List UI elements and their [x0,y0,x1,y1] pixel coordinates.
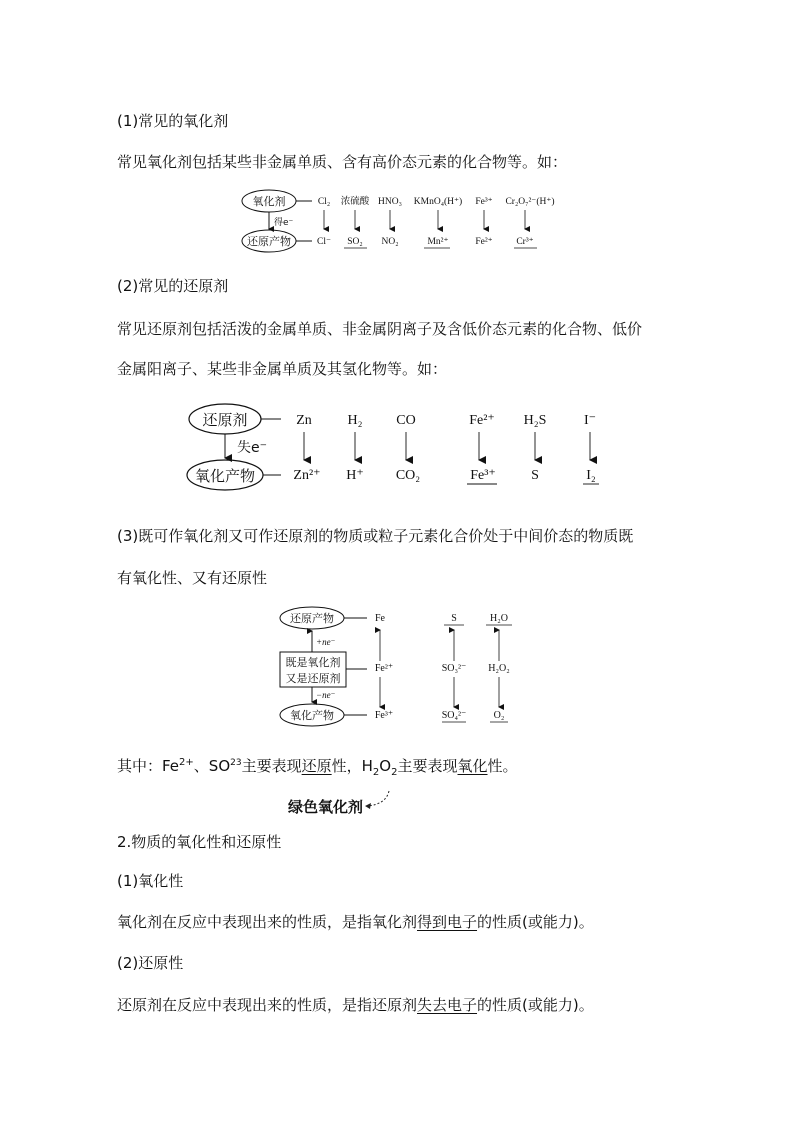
note-end: 性。 [487,757,518,775]
fe-mid: Fe²⁺ [374,663,394,674]
reducing-def-b: 的性质(或能力)。 [477,996,594,1014]
oxidizing-def-underlined: 得到电子 [417,913,478,931]
oxidant-fe3: Fe³⁺ [475,197,493,207]
oxidation-product-label-3: 氧化产物 [290,709,334,722]
h-bot: O₂ [493,710,505,721]
oxidant-diagram [240,188,560,254]
section1-heading: (1)常见的氧化剂 [117,112,229,130]
h-top: H₂O [490,613,508,624]
product-cr3: Cr³⁺ [516,237,534,247]
note-sep: 、SO [193,757,231,775]
product-mn2: Mn²⁺ [427,237,449,247]
product-co2: CO₂ [395,468,421,483]
reducing-heading: (2)还原性 [117,954,184,972]
reductant-h2s: H₂S [523,413,547,428]
gain-ne-label: +ne⁻ [316,637,336,647]
fe-bot: Fe³⁺ [374,710,394,721]
s-top: S [451,613,457,624]
note-mid1: 主要表现 [241,757,302,775]
product-i2: I₂ [586,468,596,483]
note-oxidizing: 氧化 [457,757,488,775]
note-fe-charge: 2+ [179,757,194,768]
oxidizing-def-b: 的性质(或能力)。 [477,913,594,931]
product-s: S [531,468,539,483]
reduction-product-box-label: 还原产物 [247,235,291,248]
h-mid: H₂O₂ [488,663,510,674]
oxidation-product-box-label: 氧化产物 [194,467,256,485]
note-prefix: 其中：Fe [117,757,180,775]
oxidant-cl2: Cl₂ [317,197,331,207]
reducing-definition [117,994,594,1015]
reductant-diagram [185,402,615,494]
reductant-co: CO [396,413,416,428]
s-mid: SO₃²⁻ [441,663,467,674]
note-mid2: 性，H [331,757,373,775]
reductant-fe2: Fe²⁺ [469,413,495,428]
reductant-h2: H₂ [347,413,363,428]
s-bot: SO₄²⁻ [441,710,467,721]
reduction-product-label-3: 还原产物 [290,612,334,625]
oxidant-sulfuric: 浓硫酸 [340,196,370,207]
section3-heading-2: 有氧化性、又有还原性 [117,569,268,587]
reducing-def-a: 还原剂在反应中表现出来的性质，是指还原剂 [117,996,418,1014]
section2-heading: (2)常见的还原剂 [117,277,229,295]
product-so2: SO₂ [347,237,363,247]
note-o: O [379,757,392,775]
oxidizing-def-a: 氧化剂在反应中表现出来的性质，是指氧化剂 [117,913,418,931]
product-no2: NO₂ [381,237,399,247]
oxidizing-heading: (1)氧化性 [117,872,184,890]
dual-role-line1: 既是氧化剂 [285,656,341,669]
green-oxidant-arrow [362,788,394,812]
reductant-box-label: 还原剂 [202,411,248,429]
gain-electron-label: 得e⁻ [274,218,294,228]
product-fe2: Fe²⁺ [475,237,493,247]
reductant-i-minus: I⁻ [583,413,597,428]
oxidant-kmno4: KMnO₄(H⁺) [413,197,463,207]
oxidant-box-label: 氧化剂 [252,195,286,208]
note-so-sub: 3 [235,758,242,768]
green-oxidant-label: 绿色氧化剂 [288,798,364,816]
note-so-charge: 2 [230,758,236,768]
lose-electron-label: 失e⁻ [237,440,268,456]
fe-top: Fe [375,613,385,624]
dual-role-diagram [272,605,522,727]
product-h-plus: H⁺ [346,468,364,483]
lose-ne-label: −ne⁻ [316,690,336,700]
oxidant-hno3: HNO₃ [378,197,402,207]
oxidant-cr2o7: Cr₂O₇²⁻(H⁺) [505,197,555,207]
product-zn2: Zn²⁺ [293,468,321,483]
note-h-sub: 2 [372,767,380,778]
part2-heading: 2.物质的氧化性和还原性 [117,833,282,851]
product-cl-minus: Cl⁻ [317,237,331,247]
section2-intro-2: 金属阳离子、某些非金属单质及其氢化物等。如： [117,360,448,378]
reductant-zn: Zn [296,413,312,428]
note-reducing: 还原 [301,757,332,775]
oxidizing-definition [117,911,594,932]
note-o-sub: 2 [391,767,398,778]
section1-intro: 常见氧化剂包括某些非金属单质、含有高价态元素的化合物等。如： [117,153,568,171]
section2-intro-1: 常见还原剂包括活泼的金属单质、非金属阴离子及含低价态元素的化合物、低价 [117,320,643,338]
section3-heading-1: (3)既可作氧化剂又可作还原剂的物质或粒子元素化合价处于中间价态的物质既 [117,527,634,545]
dual-role-line2: 又是还原剂 [285,672,341,685]
product-fe3: Fe³⁺ [470,468,496,483]
section3-note [117,755,518,778]
note-mid3: 主要表现 [397,757,458,775]
reducing-def-underlined: 失去电子 [417,996,478,1014]
